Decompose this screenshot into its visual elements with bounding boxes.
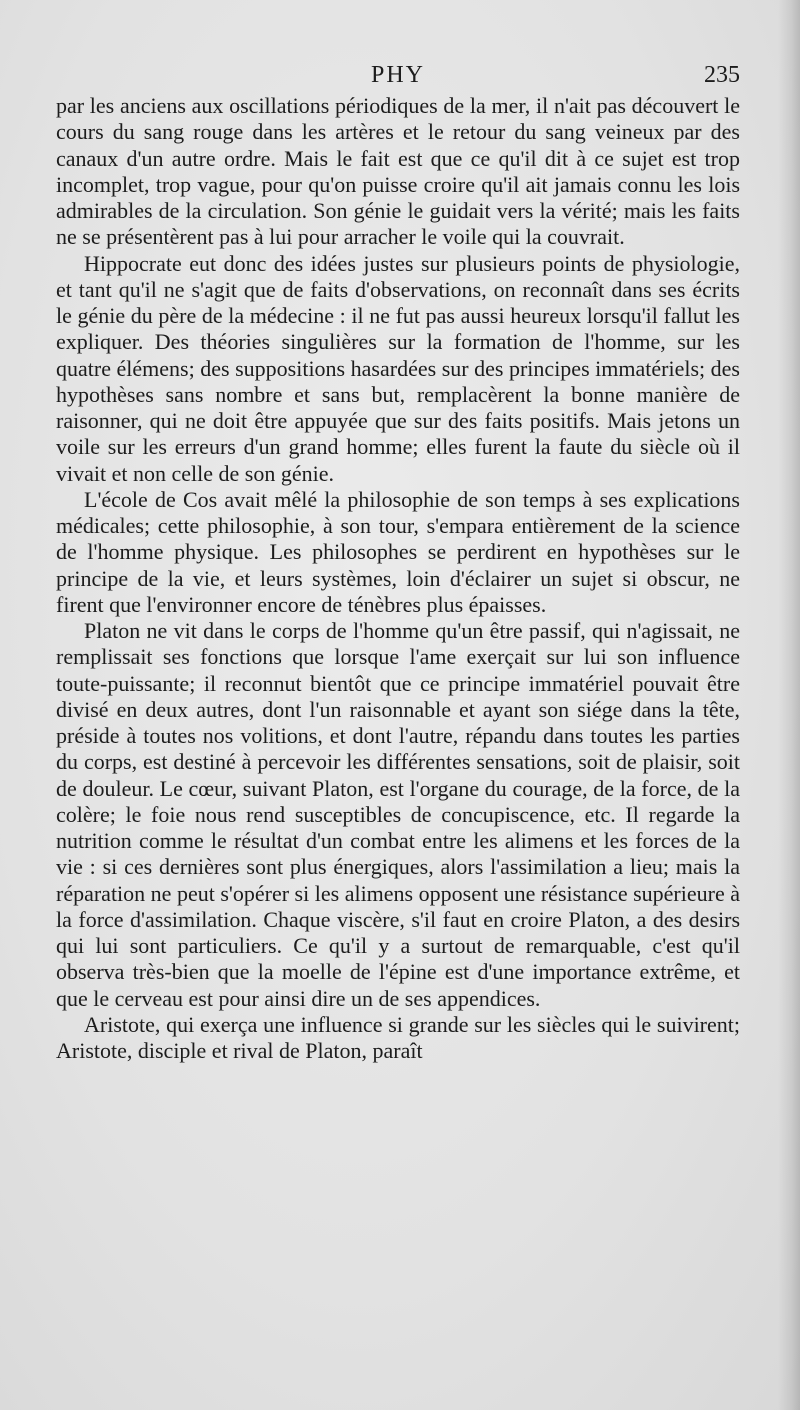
page-number: 235 — [704, 62, 740, 88]
paragraph-5: Aristote, qui exerça une influence si grande sur les siècles qui le suivirent; Aristote, disciple et rival de Platon, paraît — [56, 1011, 740, 1063]
paragraph-1: par les anciens aux oscillations périodiques de la mer, il n'ait pas découvert le cours du sang rouge dans les artères et le retour du sang veineux par des canaux d'un autre ordre. Mais le fait est que ce qu'il dit à ce sujet est trop incomplet, trop vague, pour qu'on puisse croire qu'il ait jamais connu les lois admirables de la circulation. Son génie le guidait vers la vérité; mais les faits ne se présentèrent pas à lui pour arracher le voile qui la couvrait. — [56, 93, 740, 250]
paragraph-2: Hippocrate eut donc des idées justes sur plusieurs points de physiologie, et tant qu'il ne s'agit que de faits d'observations, on reconnaît dans ses écrits le génie du père de la médecine : il ne fut pas aussi heureux lorsqu'il fallut les expliquer. Des théories singulières sur la formation de l'homme, sur les quatre élémens; des suppositions hasardées sur des principes immatériels; des hypothèses sans nombre et sans but, remplacèrent la bonne manière de raisonner, qui ne doit être appuyée que sur des faits positifs. Mais jetons un voile sur les erreurs d'un grand homme; elles furent la faute du siècle où il vivait et non celle de son génie. — [56, 250, 740, 486]
paragraph-4: Platon ne vit dans le corps de l'homme qu'un être passif, qui n'agissait, ne remplissait ses fonctions que lorsque l'ame exerçait sur lui son influence toute-puissante; il reconnut bientôt que ce principe immatériel pouvait être divisé en deux autres, dont l'un raisonnable et ayant son siége dans la tête, préside à toutes nos volitions, et dont l'autre, répandu dans toutes les parties du corps, est destiné à percevoir les différentes sensations, soit de plaisir, soit de douleur. Le cœur, suivant Platon, est l'organe du courage, de la force, de la colère; le foie nous rend susceptibles de concupiscence, etc. Il regarde la nutrition comme le résultat d'un combat entre les alimens et les forces de la vie : si ces dernières sont plus énergiques, alors l'assimilation a lieu; mais la réparation ne peut s'opérer si les alimens opposent une résistance supérieure à la force d'assimilation. Chaque viscère, s'il faut en croire Platon, a des desirs qui lui sont particuliers. Ce qu'il y a surtout de remarquable, c'est qu'il observa très-bien que la moelle de l'épine est d'une importance extrême, et que le cerveau est pour ainsi dire un de ses appendices. — [56, 618, 740, 1011]
body-text — [56, 93, 740, 1064]
paragraph-3: L'école de Cos avait mêlé la philosophie de son temps à ses explications médicales; cette philosophie, à son tour, s'empara entièrement de la science de l'homme physique. Les philosophes se perdirent en hypothèses sur le principe de la vie, et leurs systèmes, loin d'éclairer un sujet si obscur, ne firent que l'environner encore de ténèbres plus épaisses. — [56, 486, 740, 617]
running-head — [56, 60, 740, 92]
page-edge-shadow — [778, 0, 800, 1410]
running-title: PHY — [370, 62, 425, 88]
